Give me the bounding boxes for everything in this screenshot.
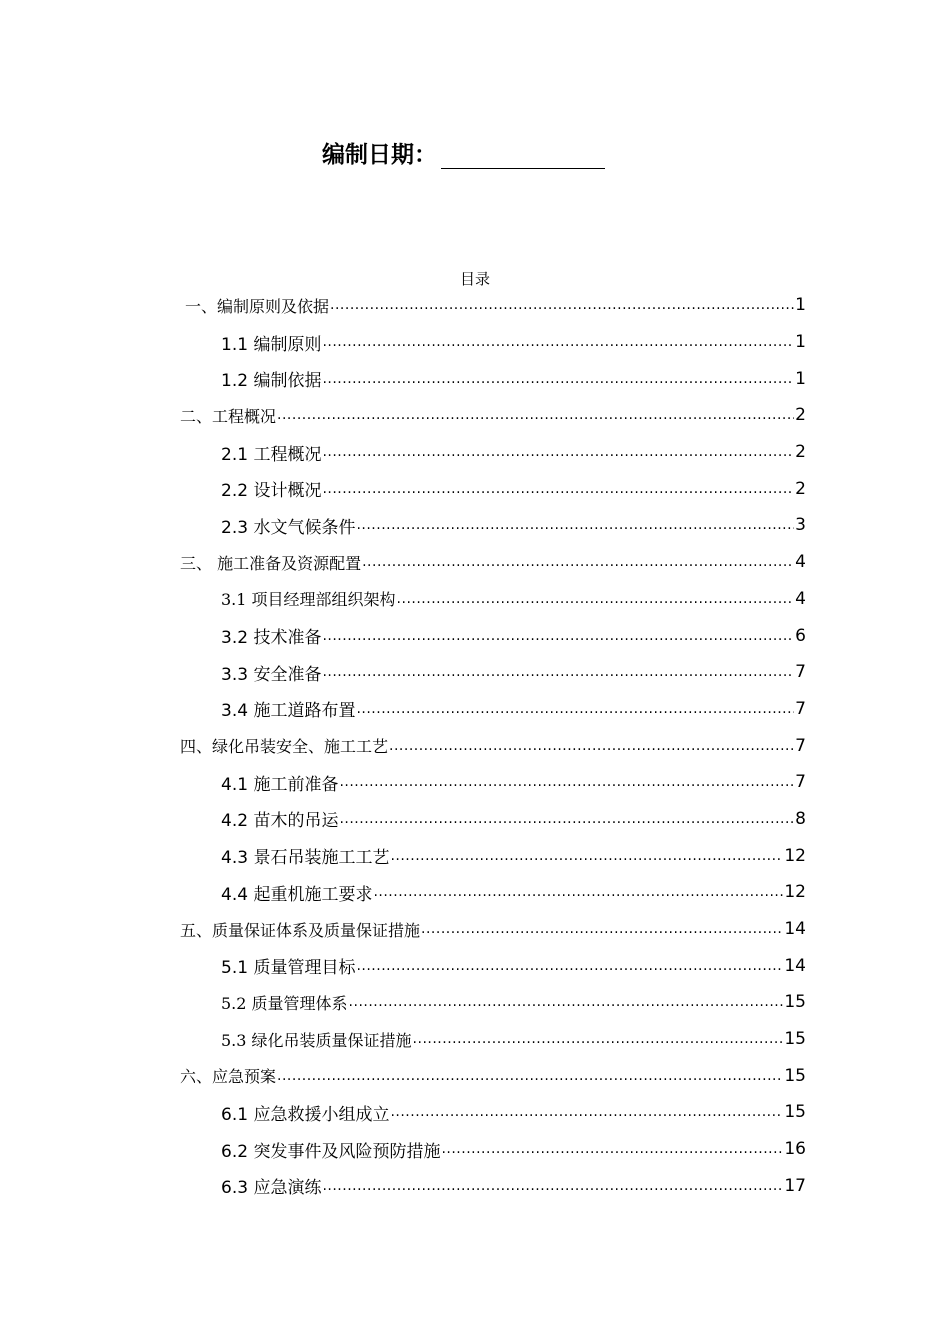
toc-entry-page: 2: [795, 478, 806, 499]
toc-entry[interactable]: [180, 801, 806, 838]
toc-entry-page: 1: [795, 295, 806, 316]
toc-leader-dots: [322, 331, 794, 353]
toc-entry-page: 2: [795, 442, 806, 463]
toc-leader-dots: [322, 368, 794, 390]
toc-entry-text: 2.3 水文气候条件: [221, 517, 356, 538]
toc-leader-dots: [339, 771, 794, 793]
toc-leader-dots: [389, 735, 794, 757]
toc-entry[interactable]: [180, 1057, 806, 1094]
compile-date-blank: [441, 144, 605, 169]
toc-leader-dots: [356, 698, 794, 720]
toc-leader-dots: [441, 1138, 783, 1160]
toc-leader-dots: [356, 955, 783, 977]
toc-entry[interactable]: [180, 947, 806, 984]
toc-entry-page: 7: [795, 662, 806, 683]
toc-entry[interactable]: [180, 984, 806, 1021]
toc-leader-dots: [390, 1101, 783, 1123]
toc-entry[interactable]: [180, 1168, 806, 1205]
toc-entry[interactable]: [180, 837, 806, 874]
toc-entry-text: 二、工程概况: [180, 406, 277, 426]
toc-leader-dots: [277, 1065, 783, 1087]
toc-leader-dots: [397, 588, 795, 610]
toc-entry-text: 3.2 技术准备: [221, 628, 322, 649]
toc-entry[interactable]: [180, 470, 806, 507]
toc-entry-text: 六、应急预案: [180, 1067, 277, 1087]
toc-entry-page: 14: [784, 919, 806, 940]
toc-entry[interactable]: [180, 654, 806, 691]
toc-entry[interactable]: [180, 911, 806, 948]
toc-entry-text: 一、编制原则及依据: [185, 296, 330, 316]
toc-leader-dots: [277, 404, 794, 426]
toc-entry-page: 6: [795, 625, 806, 646]
compile-date-label: 编制日期：: [322, 142, 437, 168]
toc-entry-page: 2: [795, 405, 806, 426]
toc-entry[interactable]: [180, 874, 806, 911]
toc-entry-text: 3.4 施工道路布置: [221, 701, 356, 722]
toc-leader-dots: [362, 551, 794, 573]
toc-entry-page: 1: [795, 332, 806, 353]
toc-entry-text: 3.3 安全准备: [221, 664, 322, 685]
toc-entry-page: 15: [784, 1065, 806, 1086]
toc-entry-page: 14: [784, 955, 806, 976]
toc-entry-text: 4.2 苗木的吊运: [221, 811, 339, 832]
toc-entry-page: 12: [784, 845, 806, 866]
toc-entry[interactable]: [180, 287, 806, 324]
toc-entry[interactable]: [180, 360, 806, 397]
toc-entry-page: 1: [795, 368, 806, 389]
toc-leader-dots: [322, 661, 794, 683]
toc-entry-page: 7: [795, 698, 806, 719]
toc-leader-dots: [349, 991, 784, 1013]
toc-entry-page: 12: [784, 882, 806, 903]
toc-entry[interactable]: [180, 324, 806, 361]
toc-leader-dots: [356, 514, 794, 536]
toc-entry-page: 15: [784, 992, 806, 1013]
toc-leader-dots: [330, 294, 794, 316]
compile-date-line: [322, 136, 605, 169]
toc-entry-page: 7: [795, 735, 806, 756]
toc-entry-text: 5.3 绿化吊装质量保证措施: [221, 1030, 412, 1050]
toc-entry[interactable]: [180, 617, 806, 654]
toc-entry-page: 7: [795, 772, 806, 793]
toc-entry[interactable]: [180, 1021, 806, 1058]
toc-entry[interactable]: [180, 544, 806, 581]
toc-entry[interactable]: [180, 727, 806, 764]
toc-entry-text: 6.1 应急救援小组成立: [221, 1104, 390, 1125]
toc-entry-text: 3.1 项目经理部组织架构: [221, 590, 396, 610]
toc-entry-page: 15: [784, 1029, 806, 1050]
toc-entry-text: 6.3 应急演练: [221, 1178, 322, 1199]
toc-entry-page: 4: [795, 588, 806, 609]
toc-entry[interactable]: [180, 1094, 806, 1131]
toc-leader-dots: [322, 1175, 783, 1197]
toc-entry-page: 3: [795, 515, 806, 536]
toc-entry-page: 15: [784, 1102, 806, 1123]
toc-entry-page: 4: [795, 552, 806, 573]
toc-entry-text: 6.2 突发事件及风险预防措施: [221, 1141, 441, 1162]
toc-entry[interactable]: [180, 397, 806, 434]
toc-entry-page: 16: [784, 1139, 806, 1160]
toc-entry[interactable]: [180, 507, 806, 544]
toc-entry-page: 17: [784, 1175, 806, 1196]
toc-leader-dots: [390, 845, 783, 867]
toc-entry-text: 4.1 施工前准备: [221, 774, 339, 795]
toc-entry-text: 1.2 编制依据: [221, 371, 322, 392]
toc-leader-dots: [373, 881, 783, 903]
toc-entry-text: 5.1 质量管理目标: [221, 958, 356, 979]
toc-leader-dots: [413, 1028, 784, 1050]
toc-entry-page: 8: [795, 808, 806, 829]
toc-entry-text: 5.2 质量管理体系: [221, 993, 348, 1013]
toc-entry[interactable]: [180, 581, 806, 618]
toc-leader-dots: [339, 808, 794, 830]
table-of-contents: [180, 287, 806, 1204]
toc-entry[interactable]: [180, 764, 806, 801]
toc-leader-dots: [322, 478, 794, 500]
toc-entry-text: 2.1 工程概况: [221, 444, 322, 465]
toc-entry-text: 四、绿化吊装安全、施工工艺: [180, 737, 389, 757]
toc-entry-text: 2.2 设计概况: [221, 481, 322, 502]
toc-entry[interactable]: [180, 1131, 806, 1168]
toc-entry-text: 4.4 起重机施工要求: [221, 884, 373, 905]
toc-entry-text: 1.1 编制原则: [221, 334, 322, 355]
toc-entry[interactable]: [180, 434, 806, 471]
toc-entry-text: 五、质量保证体系及质量保证措施: [180, 920, 421, 940]
toc-entry[interactable]: [180, 691, 806, 728]
toc-leader-dots: [322, 625, 794, 647]
toc-entry-text: 4.3 景石吊装施工工艺: [221, 848, 390, 869]
toc-leader-dots: [322, 441, 794, 463]
toc-entry-text: 三、 施工准备及资源配置: [180, 553, 362, 573]
toc-leader-dots: [421, 918, 783, 940]
toc-title: 目录: [459, 270, 490, 288]
